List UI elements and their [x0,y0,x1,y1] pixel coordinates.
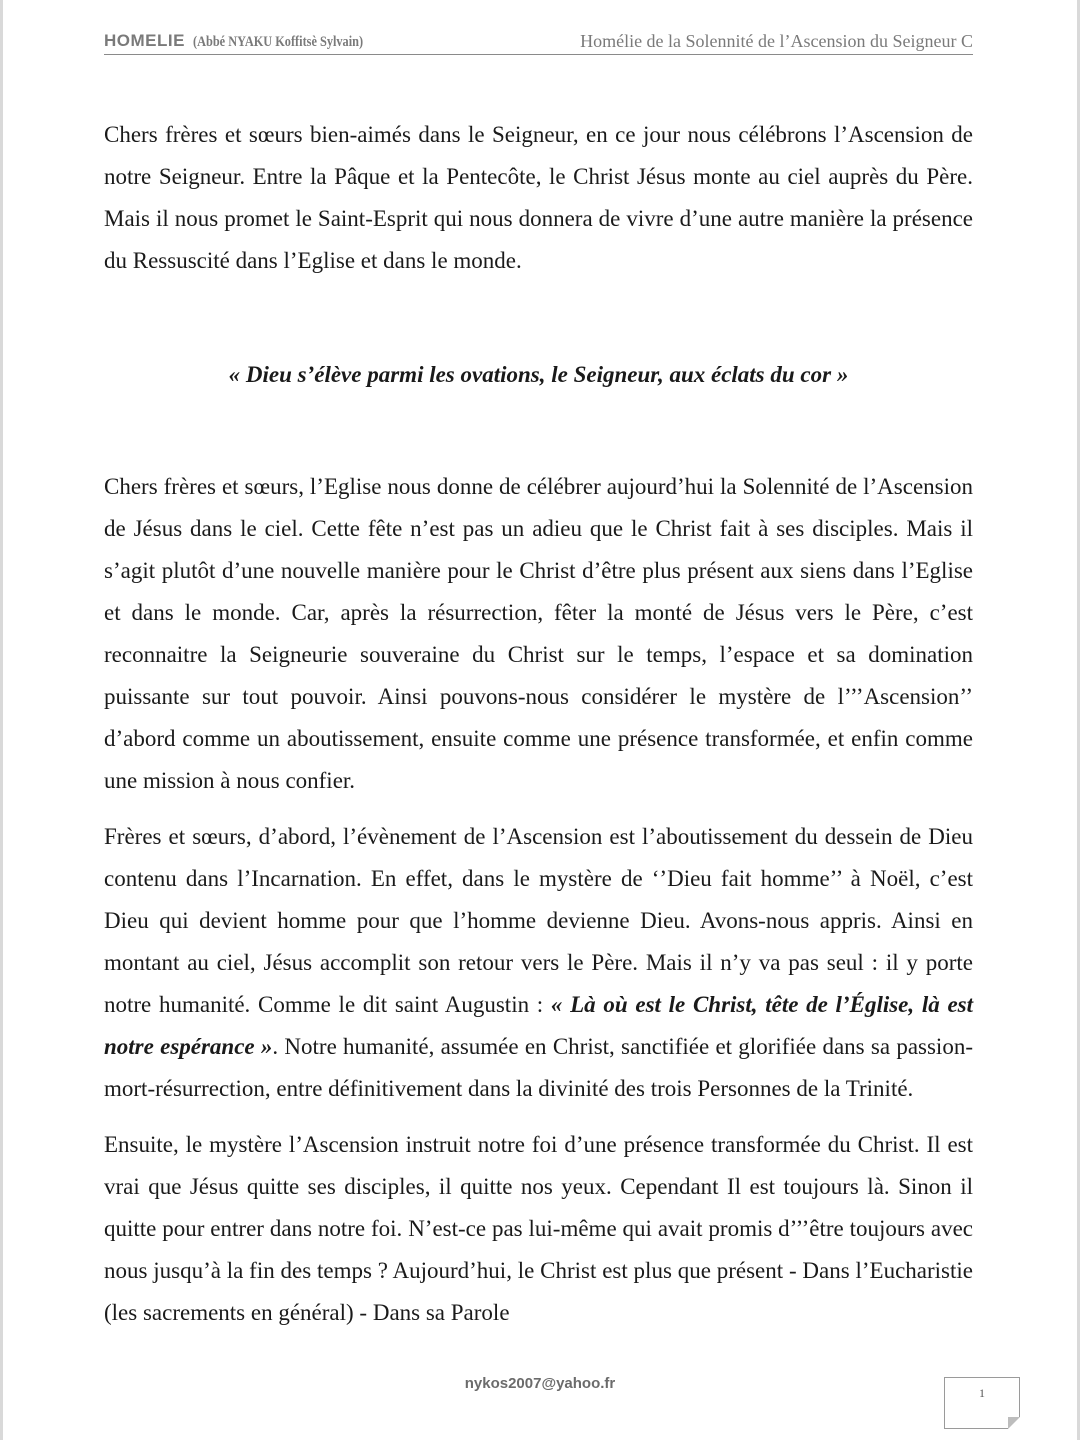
page-number-box [944,1377,1020,1429]
paragraph-accomplishment [104,816,973,1110]
page-number: 1 [979,1386,985,1400]
header-document-title: Homélie de la Solennité de l’Ascension du Seigneur C [580,31,973,51]
paragraph-presence: Ensuite, le mystère l’Ascension instruit notre foi d’une présence transformée du Christ. Il est vrai que Jésus quitte ses disciples, il quitte nos yeux. Cependant Il est toujours là. Sinon il quitte pour entrer dans notre foi. N’est-ce pas lui-même qui avait promis d’’’être toujours avec nous jusqu’à la fin des temps ? Aujourd’hui, le Christ est plus que présent - Dans l’Eucharistie (les sacrements en général) - Dans sa Parole [104,1132,973,1325]
paragraph-intro: Chers frères et sœurs bien-aimés dans le Seigneur, en ce jour nous célébrons l’Ascension de notre Seigneur. Entre la Pâque et la Pentecôte, le Christ Jésus monte au ciel auprès du Père. Mais il nous promet le Saint-Esprit qui nous donnera de vivre d’une autre manière la présence du Ressuscité dans l’Eglise et dans le monde. [104,122,973,273]
spacer [104,396,973,466]
footer-email: nykos2007@yahoo.fr [464,1375,616,1392]
header-brand: HOMELIE [104,31,185,50]
page-edge-left [0,0,3,1440]
homily-title: « Dieu s’élève parmi les ovations, le Seigneur, aux éclats du cor » [228,362,849,387]
augustine-quote: « Là où est le Christ, tête de l’Église, là est notre espérance » [104,992,973,1059]
header-left [104,31,400,51]
document-body [104,114,973,1334]
paragraph-text: Frères et sœurs, d’abord, l’évènement de l’Ascension est l’aboutissement du dessein de Dieu contenu dans l’Incarnation. En effet, dans le mystère de ‘’Dieu fait homme’’ à Noël, c’est Dieu qui devient homme pour que l’homme devienne Dieu. Avons-nous appris. Ainsi en montant au ciel, Jésus accomplit son retour vers le Père. Mais il n’y va pas seul : il y porte notre humanité. Comme le dit saint Augustin : [104,824,973,1017]
spacer [104,282,973,354]
paragraph-feast: Chers frères et sœurs, l’Eglise nous donne de célébrer aujourd’hui la Solennité de l’Ascension de Jésus dans le ciel. Cette fête n’est pas un adieu que le Christ fait à ses disciples. Mais il s’agit plutôt d’une nouvelle manière pour le Christ d’être plus présent aux siens dans l’Eglise et dans le monde. Car, après la résurrection, fêter la monté de Jésus vers le Père, c’est reconnaitre la Seigneurie souveraine du Christ sur le temps, l’espace et sa domination puissante sur tout pouvoir. Ainsi pouvons-nous considérer le mystère de l’’’Ascension’’ d’abord comme un aboutissement, ensuite comme une présence transformée, et enfin comme une mission à nous confier. [104,474,973,793]
header-author: (Abbé NYAKU Koffitsè Sylvain) [192,34,364,50]
paragraph-text: . Notre humanité, assumée en Christ, sanctifiée et glorifiée dans sa passion-mort-résurrection, entre définitivement dans la divinité des trois Personnes de la Trinité. [104,1034,973,1101]
page-header [104,30,973,55]
